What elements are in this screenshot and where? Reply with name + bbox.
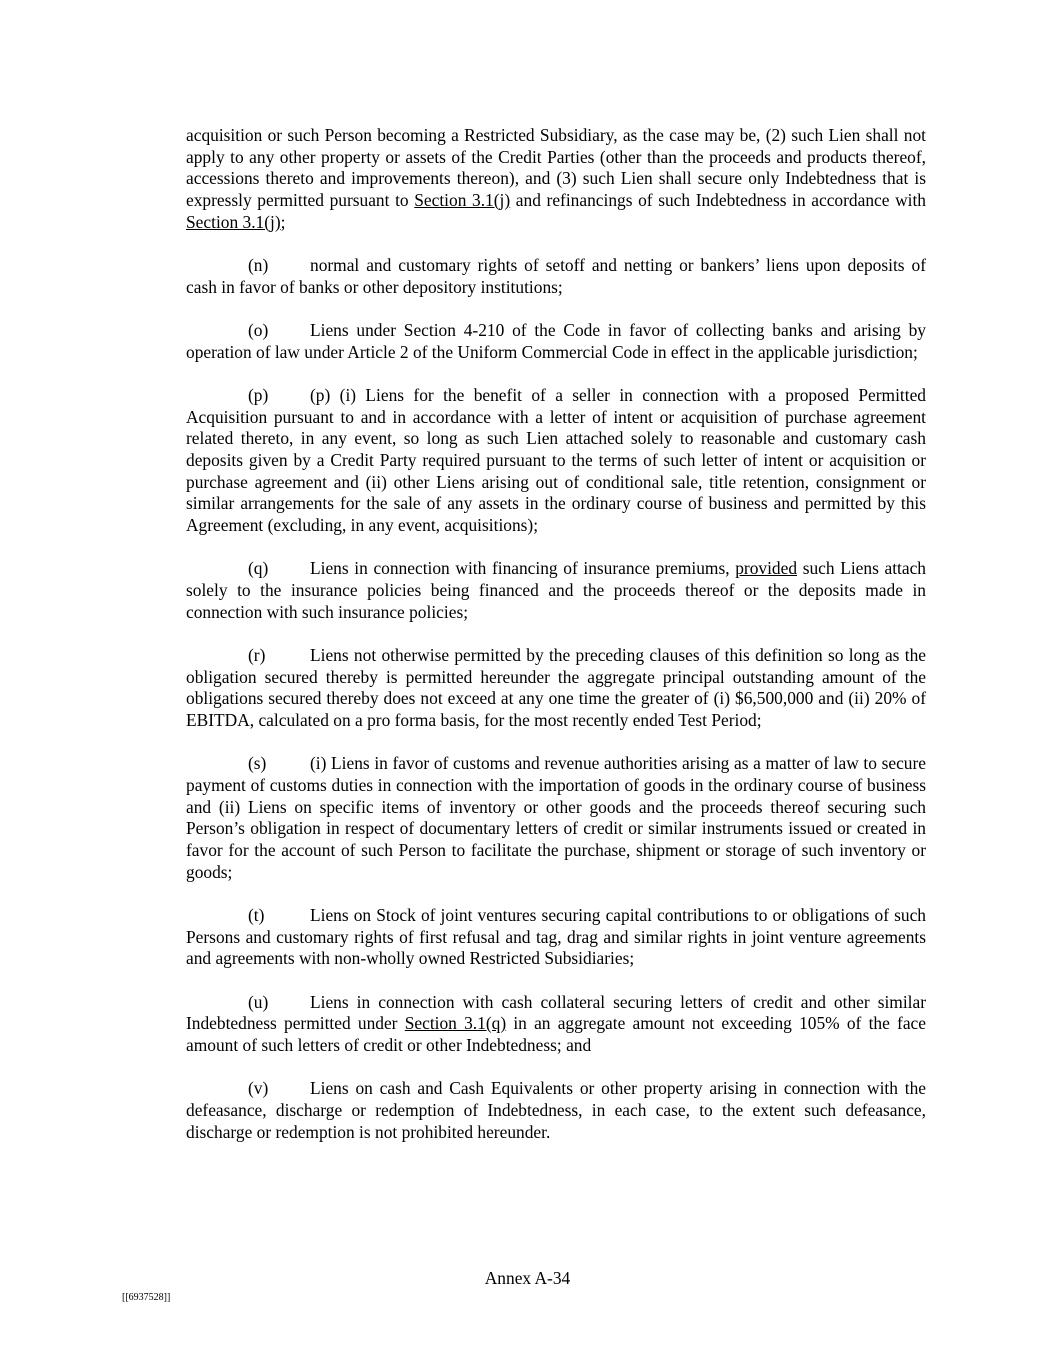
clause-text-cont: in an aggregate amount not exceeding 105% of the face amount of such letters of credit or other Indebtedness; and	[186, 1013, 926, 1055]
clause-text: Liens in connection with financing of insurance premiums,	[310, 558, 736, 579]
intro-paragraph	[186, 125, 926, 234]
intro-text-1: acquisition or such Person becoming a Restricted Subsidiary, as the case may be, (2) such Lien shall not apply to any other property or assets of the Credit Parties (other than the proceeds and products thereof, accessions thereto and improvements thereon), and (3) such Lien shall secure only Indebtedness that is expressly permitted pursuant to	[186, 125, 926, 211]
clause-o	[186, 320, 926, 363]
clause-label: (o)	[248, 319, 269, 340]
provided-term: provided	[735, 558, 798, 579]
clause-t	[186, 905, 926, 970]
clause-q	[186, 558, 926, 623]
page-footer: Annex A-34	[484, 1268, 571, 1288]
clause-label: (n)	[248, 255, 269, 276]
clause-text-cont: such Liens attach solely to the insurance policies being financed and the proceeds thereof or the deposits made in connection with such insurance policies;	[186, 558, 927, 622]
clause-u	[186, 992, 926, 1057]
clause-text: Liens not otherwise permitted by the preceding clauses of this definition so long as the obligation secured thereby is permitted hereunder the aggregate principal outstanding amount of the obligations secured thereby does not exceed at any one time the greater of (i) $6,500,000 and (ii) 20% of EBITDA, calculated on a pro forma basis, for the most recently ended Test Period;	[186, 644, 926, 730]
clause-label: (p)	[248, 384, 269, 405]
clause-label: (v)	[248, 1078, 269, 1099]
clause-text: Liens under Section 4-210 of the Code in favor of collecting banks and arising by operation of law under Article 2 of the Uniform Commercial Code in effect in the applicable jurisdiction;	[186, 319, 926, 362]
clause-label: (s)	[248, 753, 267, 774]
clause-text: (p) (i) Liens for the benefit of a seller in connection with a proposed Permitted Acquisition pursuant to and in accordance with a letter of intent or acquisition of purchase agreement related thereto, in any event, so long as such Lien attached solely to reasonable and customary cash deposits given by a Credit Party required pursuant to the terms of such letter of intent or acquisition or purchase agreement and (ii) other Liens arising out of conditional sale, title retention, consignment or similar arrangements for the sale of any assets in the ordinary course of business and permitted by this Agreement (excluding, in any event, acquisitions);	[186, 384, 926, 536]
clause-label: (u)	[248, 991, 269, 1012]
clause-n	[186, 255, 926, 298]
section-reference-3-1-j-2: Section 3.1(j)	[186, 211, 281, 232]
document-id: [[6937528]]	[122, 1292, 171, 1303]
section-reference-3-1-q: Section 3.1(q)	[404, 1013, 507, 1034]
clause-text: normal and customary rights of setoff and netting or bankers’ liens upon deposits of cash in favor of banks or other depository institutions;	[186, 255, 926, 297]
clause-label: (t)	[248, 904, 265, 925]
document-body	[186, 125, 926, 1165]
clause-label: (r)	[248, 644, 266, 665]
clause-r	[186, 645, 926, 732]
clause-text: (i) Liens in favor of customs and revenue authorities arising as a matter of law to secure payment of customs duties in connection with the importation of goods in the ordinary course of business and (ii) Liens on specific items of inventory or other goods and the proceeds thereof securing such Person’s obligation in respect of documentary letters of credit or similar instruments issued or created in favor for the account of such Person to facilitate the purchase, shipment or storage of such inventory or goods;	[186, 753, 926, 882]
clause-s	[186, 753, 926, 883]
clause-text: Liens on Stock of joint ventures securing capital contributions to or obligations of such Persons and customary rights of first refusal and tag, drag and similar rights in joint venture agreements and agreements with non-wholly owned Restricted Subsidiaries;	[186, 904, 926, 969]
clause-p	[186, 385, 926, 537]
clause-v	[186, 1078, 926, 1143]
intro-text-3: ;	[280, 211, 286, 232]
clause-text: Liens in connection with cash collateral securing letters of credit and other similar Indebtedness permitted under	[186, 991, 926, 1034]
intro-text-2: and refinancings of such Indebtedness in accordance with	[510, 190, 926, 211]
section-reference-3-1-j: Section 3.1(j)	[414, 190, 511, 211]
clause-text: Liens on cash and Cash Equivalents or other property arising in connection with the defeasance, discharge or redemption of Indebtedness, in each case, to the extent such defeasance, discharge or redemption is not prohibited hereunder.	[186, 1078, 926, 1142]
clause-label: (q)	[248, 558, 269, 579]
